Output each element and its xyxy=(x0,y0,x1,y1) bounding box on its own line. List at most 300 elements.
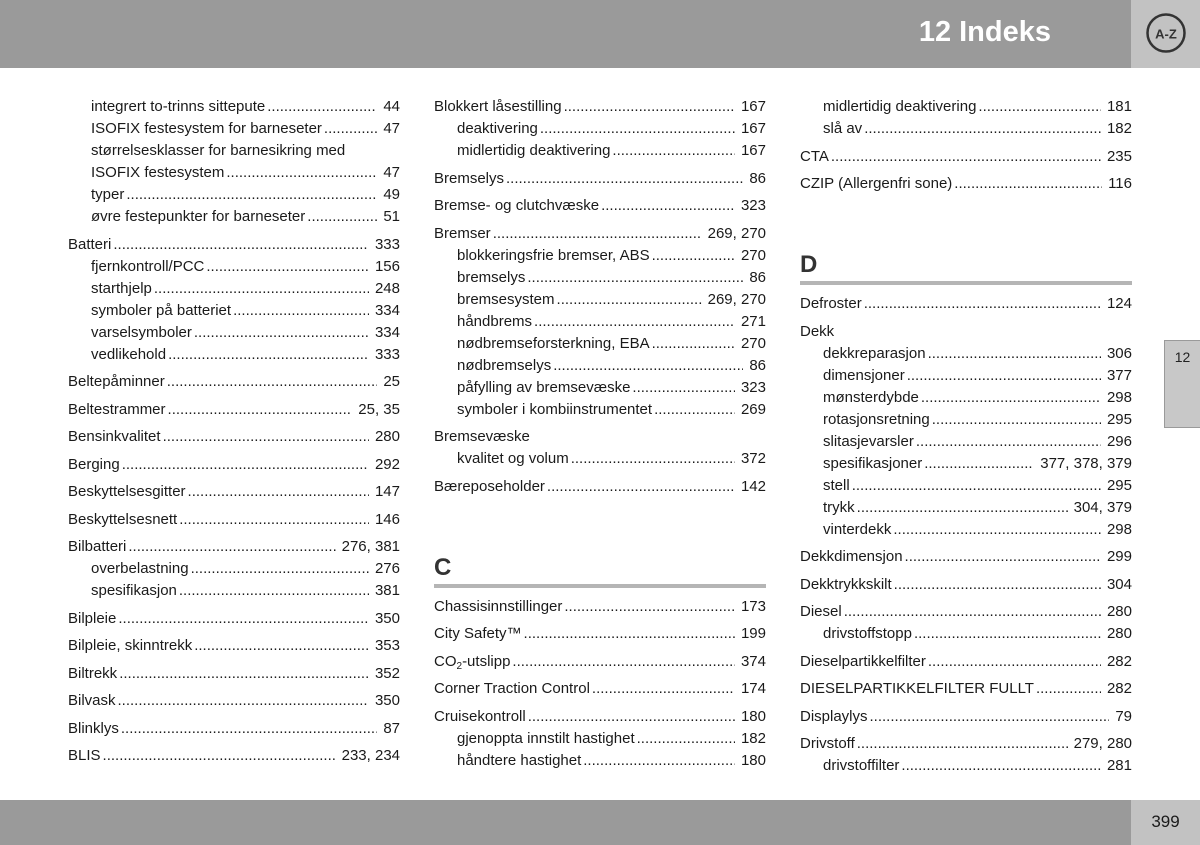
entry-term: kvalitet og volum xyxy=(457,450,569,467)
index-subentry xyxy=(68,322,400,344)
index-subentry xyxy=(68,580,400,602)
entry-term: overbelastning xyxy=(91,560,189,577)
entry-term: City Safety™ xyxy=(434,625,522,642)
index-entry xyxy=(800,321,1132,343)
a-z-index-icon xyxy=(1145,12,1187,54)
dot-leader xyxy=(324,118,377,140)
entry-page-ref: 279, 280 xyxy=(1073,735,1132,752)
index-entry xyxy=(68,399,400,421)
entry-term: CTA xyxy=(800,147,829,165)
index-subentry xyxy=(800,755,1132,777)
entry-term xyxy=(434,651,510,673)
dot-leader xyxy=(654,399,735,421)
section-divider xyxy=(434,584,766,588)
index-entry xyxy=(800,574,1132,596)
entry-page-ref: 47 xyxy=(383,120,400,137)
index-entry xyxy=(434,651,766,673)
entry-page-ref: 116 xyxy=(1108,175,1132,192)
dot-leader xyxy=(168,344,369,366)
index-entry xyxy=(68,426,400,448)
dot-leader xyxy=(592,678,735,700)
entry-page-ref: 352 xyxy=(374,664,400,682)
entry-page-ref: 323 xyxy=(740,197,766,214)
entry-term: midlertidig deaktivering xyxy=(823,98,977,115)
dot-leader xyxy=(557,289,702,311)
entry-term: Chassisinnstillinger xyxy=(434,597,563,615)
entry-term-base: CO xyxy=(434,652,457,670)
entry-term: Bremselys xyxy=(434,169,505,187)
letter-section-header xyxy=(800,251,1132,285)
entry-term: symboler på batteriet xyxy=(91,301,232,319)
entry-page-ref: 269 xyxy=(740,400,766,418)
dot-leader xyxy=(527,267,743,289)
index-subentry xyxy=(434,245,766,267)
entry-term: Cruisekontroll xyxy=(434,707,526,725)
index-entry xyxy=(800,651,1132,673)
index-entry xyxy=(800,146,1132,168)
entry-page-ref: 333 xyxy=(374,235,400,253)
index-subentry xyxy=(68,162,400,184)
entry-page-ref: 377, 378, 379 xyxy=(1040,454,1132,472)
entry-page-ref: 296 xyxy=(1106,432,1132,450)
entry-page-ref: 333 xyxy=(374,345,400,363)
dot-leader xyxy=(857,497,1068,519)
index-entry xyxy=(434,223,766,245)
index-subentry xyxy=(68,140,400,162)
dot-leader xyxy=(233,300,369,322)
index-subentry xyxy=(68,278,400,300)
index-subentry xyxy=(434,728,766,750)
entry-page-ref: 299 xyxy=(1106,548,1132,565)
entry-term: slitasjevarsler xyxy=(823,432,914,450)
entry-page-ref: 306 xyxy=(1106,344,1132,362)
dot-leader xyxy=(905,546,1101,568)
index-entry xyxy=(434,706,766,728)
index-subentry xyxy=(434,355,766,377)
entry-page-ref: 334 xyxy=(374,301,400,319)
index-subentry xyxy=(68,96,400,118)
entry-page-ref: 233, 234 xyxy=(341,747,400,764)
entry-term: håndtere hastighet xyxy=(457,751,582,769)
index-subentry xyxy=(800,118,1132,140)
entry-term: nødbremselys xyxy=(457,356,552,374)
index-entry xyxy=(434,96,766,118)
index-entry xyxy=(68,635,400,657)
index-entry xyxy=(800,733,1132,755)
entry-page-ref: 86 xyxy=(749,268,766,286)
dot-leader xyxy=(1036,678,1101,700)
index-entry xyxy=(434,623,766,645)
dot-leader xyxy=(857,733,1068,755)
index-entry xyxy=(68,536,400,558)
entry-page-ref: 304, 379 xyxy=(1073,498,1132,516)
entry-page-ref: 142 xyxy=(740,477,766,495)
index-subentry xyxy=(434,267,766,289)
entry-term: Bilpleie, skinntrekk xyxy=(68,637,193,654)
dot-leader xyxy=(119,663,369,685)
index-entry xyxy=(434,426,766,448)
dot-leader xyxy=(978,96,1101,118)
entry-page-ref: 269, 270 xyxy=(707,290,766,308)
entry-term: spesifikasjon xyxy=(91,582,177,599)
entry-term: Beskyttelsesgitter xyxy=(68,483,186,500)
entry-term: Blinklys xyxy=(68,719,119,737)
entry-term: dekkreparasjon xyxy=(823,344,926,362)
dot-leader xyxy=(652,333,735,355)
dot-leader xyxy=(852,475,1101,497)
entry-page-ref: 174 xyxy=(740,680,766,697)
entry-term: Dekktrykkskilt xyxy=(800,575,892,593)
chapter-side-tab-label: 12 xyxy=(1174,349,1191,365)
entry-term: Bremse- og clutchvæske xyxy=(434,197,600,214)
dot-leader xyxy=(188,481,369,503)
entry-page-ref: 181 xyxy=(1106,98,1132,115)
entry-term: spesifikasjoner xyxy=(823,454,923,472)
index-entry xyxy=(68,234,400,256)
index-subentry xyxy=(68,300,400,322)
dot-leader xyxy=(870,706,1110,728)
dot-leader xyxy=(118,690,369,712)
entry-page-ref: 146 xyxy=(374,510,400,528)
dot-leader xyxy=(194,322,369,344)
entry-term: Blokkert låsestilling xyxy=(434,98,562,115)
header-bar xyxy=(0,0,1131,68)
entry-page-ref: 381 xyxy=(374,582,400,599)
chapter-title: 12 Indeks xyxy=(918,16,1051,48)
index-entry xyxy=(434,678,766,700)
index-subentry xyxy=(68,206,400,228)
entry-term: symboler i kombiinstrumentet xyxy=(457,400,653,418)
entry-term: typer xyxy=(91,186,125,203)
entry-term: ISOFIX festesystem xyxy=(91,164,225,181)
dot-leader xyxy=(168,399,353,421)
index-subentry xyxy=(434,118,766,140)
index-entry xyxy=(68,454,400,476)
entry-term: blokkeringsfrie bremser, ABS xyxy=(457,246,650,264)
index-entry xyxy=(800,706,1132,728)
dot-leader xyxy=(154,278,369,300)
dot-leader xyxy=(126,184,377,206)
index-subentry xyxy=(68,118,400,140)
dot-leader xyxy=(226,162,377,184)
page-number: 399 xyxy=(1151,812,1180,831)
entry-page-ref: 298 xyxy=(1106,520,1132,538)
entry-page-ref: 182 xyxy=(1106,120,1132,137)
entry-page-ref: 298 xyxy=(1106,388,1132,406)
entry-page-ref: 350 xyxy=(374,692,400,709)
entry-term-subscript: 2 xyxy=(456,660,463,672)
entry-page-ref: 270 xyxy=(740,334,766,352)
entry-page-ref: 350 xyxy=(374,609,400,627)
index-subentry xyxy=(434,140,766,162)
entry-page-ref: 25, 35 xyxy=(358,400,400,418)
entry-term: Bensinkvalitet xyxy=(68,428,161,445)
dot-leader xyxy=(907,365,1101,387)
entry-page-ref: 79 xyxy=(1115,707,1132,725)
entry-term: gjenoppta innstilt hastighet xyxy=(457,729,635,747)
index-entry xyxy=(68,690,400,712)
entry-term: Beltepåminner xyxy=(68,373,165,390)
dot-leader xyxy=(534,311,735,333)
index-subentry xyxy=(434,750,766,772)
dot-leader xyxy=(493,223,702,245)
entry-term: integrert to-trinns sittepute xyxy=(91,98,266,115)
letter-section-header xyxy=(434,554,766,588)
entry-term: slå av xyxy=(823,120,863,137)
dot-leader xyxy=(506,168,743,190)
dot-leader xyxy=(128,536,335,558)
index-subentry xyxy=(68,558,400,580)
index-entry xyxy=(68,371,400,393)
entry-page-ref: 282 xyxy=(1106,652,1132,670)
index-column-2 xyxy=(434,96,766,772)
index-entry xyxy=(800,678,1132,700)
section-letter: D xyxy=(800,251,819,278)
index-subentry xyxy=(800,96,1132,118)
entry-page-ref: 25 xyxy=(383,373,400,390)
entry-term: nødbremseforsterkning, EBA xyxy=(457,334,650,352)
entry-page-ref: 269, 270 xyxy=(707,224,766,242)
index-entry xyxy=(434,476,766,498)
entry-page-ref: 276, 381 xyxy=(341,538,400,555)
index-subentry xyxy=(434,377,766,399)
dot-leader xyxy=(894,574,1101,596)
entry-term: Bremser xyxy=(434,224,491,242)
dot-leader xyxy=(206,256,369,278)
entry-term: Dekk xyxy=(800,322,835,340)
entry-page-ref: 270 xyxy=(740,246,766,264)
entry-page-ref: 304 xyxy=(1106,575,1132,593)
index-column-3 xyxy=(800,96,1132,777)
entry-page-ref: 47 xyxy=(383,164,400,181)
entry-page-ref: 276 xyxy=(374,560,400,577)
dot-leader xyxy=(864,293,1101,315)
index-subentry xyxy=(68,256,400,278)
entry-page-ref: 334 xyxy=(374,323,400,341)
dot-leader xyxy=(928,651,1101,673)
entry-page-ref: 271 xyxy=(740,312,766,330)
entry-page-ref: 86 xyxy=(749,356,766,374)
entry-term: vedlikehold xyxy=(91,345,167,363)
dot-leader xyxy=(864,118,1101,140)
entry-page-ref: 180 xyxy=(740,751,766,769)
dot-leader xyxy=(928,343,1101,365)
dot-leader xyxy=(564,96,735,118)
entry-page-ref: 377 xyxy=(1106,366,1132,384)
index-entry xyxy=(68,718,400,740)
entry-term: dimensjoner xyxy=(823,366,905,384)
entry-page-ref: 281 xyxy=(1106,757,1132,774)
entry-page-ref: 280 xyxy=(1106,603,1132,620)
entry-term: ISOFIX festesystem for barneseter xyxy=(91,120,322,137)
index-entry xyxy=(434,195,766,217)
entry-page-ref: 167 xyxy=(740,120,766,137)
entry-term: Bremsevæske xyxy=(434,428,530,445)
dot-leader xyxy=(571,448,735,470)
index-entry xyxy=(800,293,1132,315)
entry-page-ref: 44 xyxy=(383,98,400,115)
entry-page-ref: 182 xyxy=(740,729,766,747)
entry-page-ref: 180 xyxy=(740,707,766,725)
dot-leader xyxy=(601,195,735,217)
dot-leader xyxy=(583,750,735,772)
dot-leader xyxy=(163,426,369,448)
dot-leader xyxy=(901,755,1101,777)
entry-term: Beskyttelsesnett xyxy=(68,510,178,528)
entry-term: Displaylys xyxy=(800,707,868,725)
entry-page-ref: 374 xyxy=(740,652,766,670)
entry-term: størrelsesklasser for barnesikring med xyxy=(91,142,346,159)
entry-term: Dekkdimensjon xyxy=(800,548,903,565)
index-subentry xyxy=(800,365,1132,387)
entry-term: Batteri xyxy=(68,235,112,253)
entry-term: Bilbatteri xyxy=(68,538,127,555)
index-subentry xyxy=(434,311,766,333)
entry-page-ref: 51 xyxy=(383,208,400,225)
footer-bar xyxy=(0,800,1131,845)
entry-term: Diesel xyxy=(800,603,842,620)
index-entry xyxy=(800,546,1132,568)
entry-term-suffix: -utslipp xyxy=(462,652,511,670)
dot-leader xyxy=(652,245,735,267)
entry-term: Berging xyxy=(68,455,120,473)
entry-page-ref: 280 xyxy=(374,428,400,445)
dot-leader xyxy=(524,623,735,645)
entry-page-ref: 280 xyxy=(1106,625,1132,642)
dot-leader xyxy=(191,558,369,580)
index-entry xyxy=(800,173,1132,195)
entry-page-ref: 167 xyxy=(740,98,766,115)
entry-term: Biltrekk xyxy=(68,664,118,682)
entry-page-ref: 87 xyxy=(383,719,400,737)
index-entry xyxy=(434,596,766,618)
index-entry xyxy=(434,168,766,190)
entry-page-ref: 323 xyxy=(740,378,766,396)
index-subentry xyxy=(800,497,1132,519)
footer-page-box xyxy=(1131,800,1200,845)
entry-page-ref: 282 xyxy=(1106,680,1132,697)
entry-term: bremsesystem xyxy=(457,290,555,308)
entry-page-ref: 295 xyxy=(1106,476,1132,494)
a-z-icon-text: A-Z xyxy=(1155,26,1177,42)
index-column-1 xyxy=(68,96,400,767)
dot-leader xyxy=(844,601,1101,623)
dot-leader xyxy=(954,173,1102,195)
entry-term: Beltestrammer xyxy=(68,400,166,418)
dot-leader xyxy=(113,234,369,256)
entry-page-ref: 248 xyxy=(374,279,400,297)
dot-leader xyxy=(637,728,735,750)
entry-term: håndbrems xyxy=(457,312,533,330)
entry-page-ref: 295 xyxy=(1106,410,1132,428)
index-entry xyxy=(68,663,400,685)
dot-leader xyxy=(924,453,1034,475)
entry-term: CZIP (Allergenfri sone) xyxy=(800,175,953,192)
index-entry xyxy=(68,481,400,503)
entry-term: fjernkontroll/PCC xyxy=(91,257,205,275)
dot-leader xyxy=(167,371,378,393)
index-entry xyxy=(68,745,400,767)
entry-term: BLIS xyxy=(68,747,101,764)
entry-term: Dieselpartikkelfilter xyxy=(800,652,926,670)
entry-term: midlertidig deaktivering xyxy=(457,142,611,159)
entry-term: Bilvask xyxy=(68,692,116,709)
entry-term: drivstoffstopp xyxy=(823,625,912,642)
index-subentry xyxy=(434,448,766,470)
entry-term: Bilpleie xyxy=(68,609,117,627)
index-subentry xyxy=(800,343,1132,365)
dot-leader xyxy=(932,409,1101,431)
entry-term: mønsterdybde xyxy=(823,388,919,406)
entry-term: Drivstoff xyxy=(800,735,855,752)
dot-leader xyxy=(564,596,735,618)
entry-term: vinterdekk xyxy=(823,520,892,538)
dot-leader xyxy=(121,718,377,740)
index-subentry xyxy=(434,333,766,355)
dot-leader xyxy=(632,377,735,399)
entry-page-ref: 235 xyxy=(1106,147,1132,165)
entry-page-ref: 124 xyxy=(1106,295,1132,312)
index-entry xyxy=(68,608,400,630)
dot-leader xyxy=(122,454,369,476)
index-subentry xyxy=(800,387,1132,409)
entry-term: starthjelp xyxy=(91,279,152,297)
entry-page-ref: 156 xyxy=(374,257,400,275)
dot-leader xyxy=(307,206,377,228)
section-divider xyxy=(800,281,1132,285)
dot-leader xyxy=(914,623,1101,645)
dot-leader xyxy=(921,387,1101,409)
dot-leader xyxy=(103,745,336,767)
entry-page-ref: 372 xyxy=(740,450,766,467)
index-subentry xyxy=(434,399,766,421)
entry-page-ref: 353 xyxy=(374,637,400,654)
dot-leader xyxy=(179,580,369,602)
index-entry xyxy=(68,509,400,531)
entry-term: deaktivering xyxy=(457,120,538,137)
entry-term: Defroster xyxy=(800,295,862,312)
dot-leader xyxy=(831,146,1101,168)
dot-leader xyxy=(528,706,735,728)
index-subentry xyxy=(800,409,1132,431)
index-subentry xyxy=(68,184,400,206)
index-subentry xyxy=(434,289,766,311)
dot-leader xyxy=(512,651,735,673)
index-subentry xyxy=(800,623,1132,645)
entry-page-ref: 173 xyxy=(740,597,766,615)
index-subentry xyxy=(68,344,400,366)
index-entry xyxy=(800,601,1132,623)
dot-leader xyxy=(540,118,735,140)
entry-term: Corner Traction Control xyxy=(434,680,590,697)
index-subentry xyxy=(800,519,1132,541)
index-subentry xyxy=(800,431,1132,453)
entry-page-ref: 86 xyxy=(749,169,766,187)
chapter-icon-box xyxy=(1131,0,1200,68)
entry-term: varselsymboler xyxy=(91,323,192,341)
dot-leader xyxy=(118,608,369,630)
index-subentry xyxy=(800,475,1132,497)
dot-leader xyxy=(547,476,735,498)
dot-leader xyxy=(553,355,743,377)
entry-term: rotasjonsretning xyxy=(823,410,930,428)
entry-term: påfylling av bremsevæske xyxy=(457,378,631,396)
entry-page-ref: 147 xyxy=(374,483,400,500)
entry-term: bremselys xyxy=(457,268,526,286)
dot-leader xyxy=(179,509,369,531)
entry-term: øvre festepunkter for barneseter xyxy=(91,208,306,225)
section-letter: C xyxy=(434,553,453,581)
